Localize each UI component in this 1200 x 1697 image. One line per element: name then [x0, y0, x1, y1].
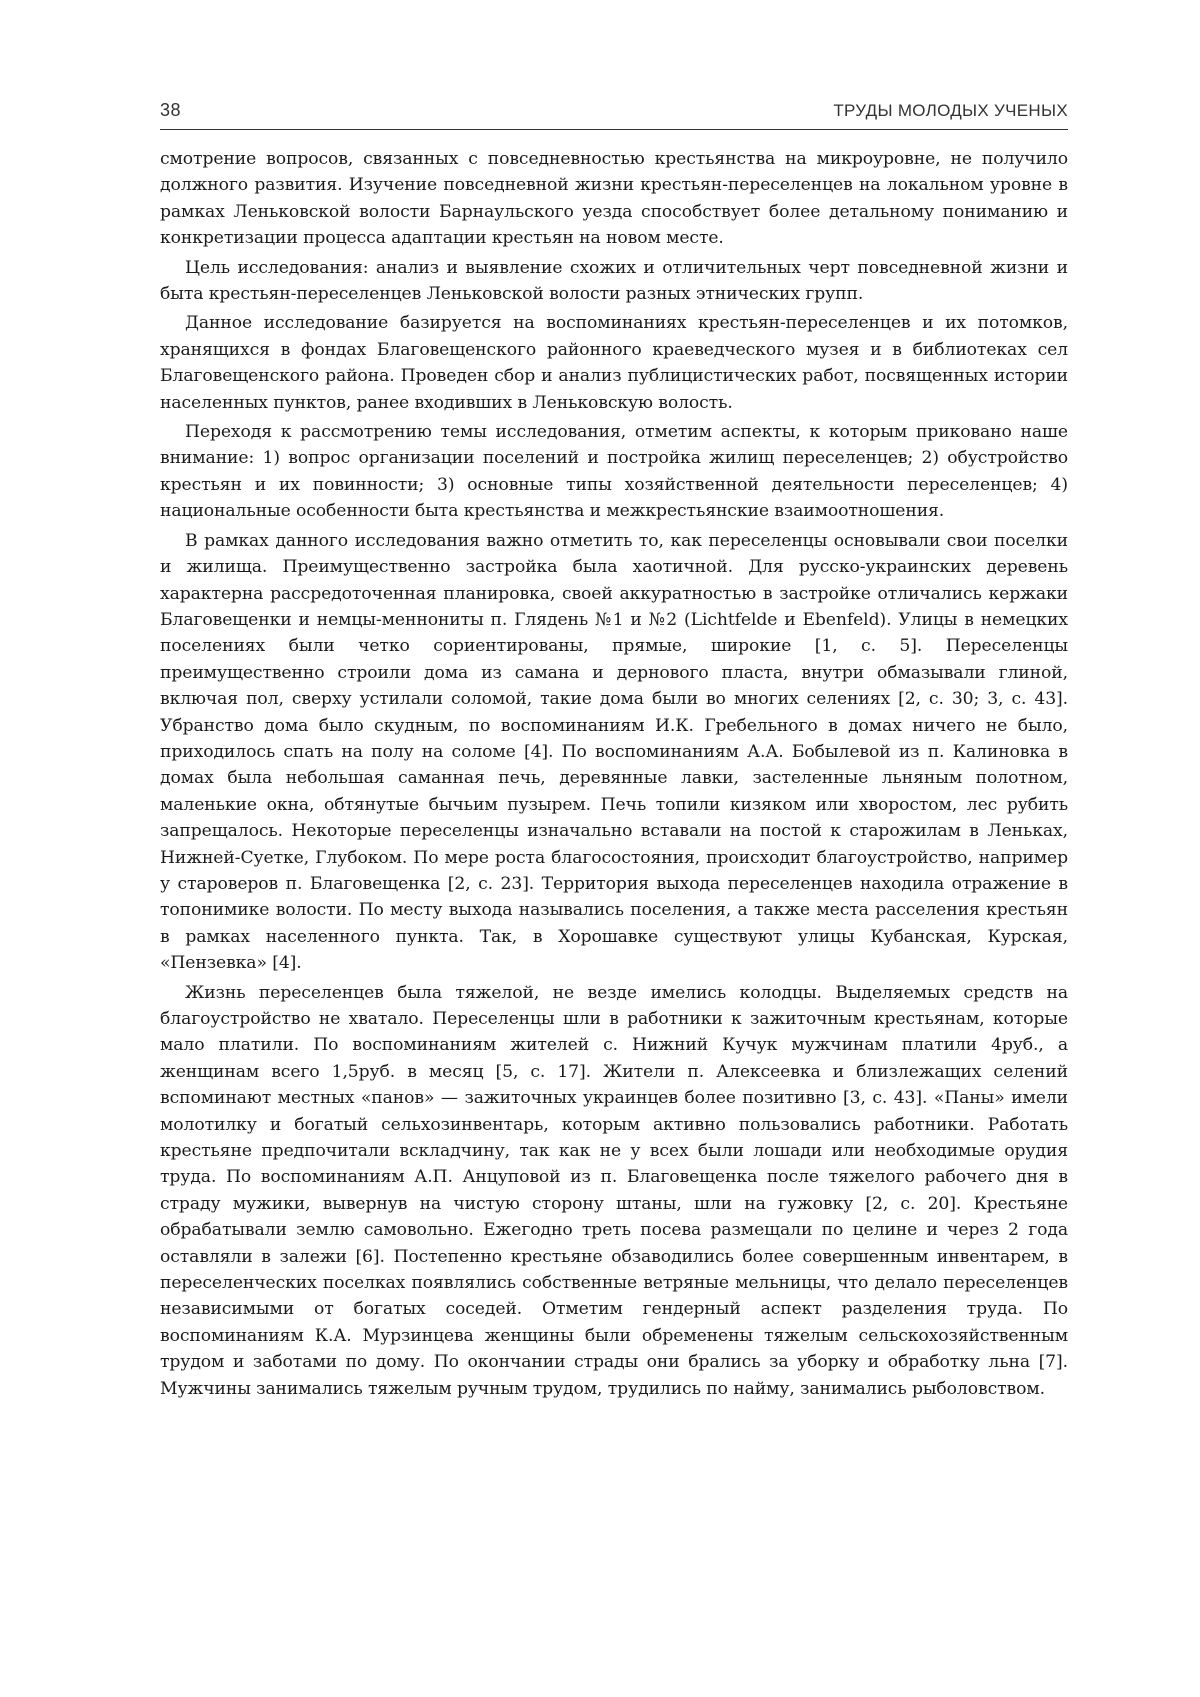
- paragraph-sources: Данное исследование базируется на воспоминаниях крестьян-переселенцев и их потомков, хранящихся в фондах Благовещенского районного краеведческого музея и в библиотеках сел Благовещенского района. Проведен сбор и анализ публицистических работ, посвященных истории населенных пунктов, ранее входивших в Леньковскую волость.: [160, 313, 1068, 413]
- page-number: 38: [160, 100, 182, 120]
- page: [160, 100, 1068, 1405]
- paragraph-settlements: В рамках данного исследования важно отметить то, как переселенцы основывали свои поселки и жилища. Преимущественно застройка была хаотичной. Для русско-украинских деревень характерна рассредоточенная планировка, своей аккуратностью в застройке отличались кержаки Благовещенки и немцы-меннониты п. Глядень №1 и №2 (Lichtfelde и Ebenfeld). Улицы в немецких поселениях были четко сориентированы, прямые, широкие [1, с. 5]. Переселенцы преимущественно строили дома из самана и дернового пласта, внутри обмазывали глиной, включая пол, сверху устилали соломой, такие дома были во многих селениях [2, с. 30; 3, с. 43]. Убранство дома было скудным, по воспоминаниям И.К. Гребельного в домах ничего не было, приходилось спать на полу на соломе [4]. По воспоминаниям А.А. Бобылевой из п. Калиновка в домах была небольшая саманная печь, деревянные лавки, застеленные льняным полотном, маленькие окна, обтянутые бычьим пузырем. Печь топили кизяком или хворостом, лес рубить запрещалось. Некоторые переселенцы изначально вставали на постой к старожилам в Леньках, Нижней-Суетке, Глубоком. По мере роста благосостояния, происходит благоустройство, например у староверов п. Благовещенка [2, с. 23]. Территория выхода переселенцев находила отражение в топонимике волости. По месту выхода назывались поселения, а также места расселения крестьян в рамках населенного пункта. Так, в Хорошавке существуют улицы Кубанская, Курская, «Пензевка» [4].: [160, 530, 1068, 974]
- paragraph-labor: Жизнь переселенцев была тяжелой, не везде имелись колодцы. Выделяемых средств на благоустройство не хватало. Переселенцы шли в работники к зажиточным крестьянам, которые мало платили. По воспоминаниям жителей с. Нижний Кучук мужчинам платили 4руб., а женщинам всего 1,5руб. в месяц [5, с. 17]. Жители п. Алексеевка и близлежащих селений вспоминают местных «панов» — зажиточных украинцев более позитивно [3, с. 43]. «Паны» имели молотилку и богатый сельхозинвентарь, которым активно пользовались работники. Работать крестьяне предпочитали вскладчину, так как не у всех были лошади или необходимые орудия труда. По воспоминаниям А.П. Анцуповой из п. Благовещенка после тяжелого рабочего дня в страду мужики, вывернув на чистую сторону штаны, шли на гужовку [2, с. 20]. Крестьяне обрабатывали землю самовольно. Ежегодно треть посева размещали по целине и через 2 года оставляли в залежи [6]. Постепенно крестьяне обзаводились более совершенным инвентарем, в переселенческих поселках появлялись собственные ветряные мельницы, что делало переселенцев независимыми от богатых соседей. Отметим гендерный аспект разделения труда. По воспоминаниям К.А. Мурзинцева женщины были обременены тяжелым сельскохозяйственным трудом и заботами по дому. По окончании страды они брались за уборку и обработку льна [7]. Мужчины занимались тяжелым ручным трудом, трудились по найму, занимались рыболовством.: [160, 982, 1068, 1399]
- paragraph-research-goal: Цель исследования: анализ и выявление схожих и отличительных черт повседневной жизни и быта крестьян-переселенцев Леньковской волости разных этнических групп.: [160, 257, 1068, 305]
- paragraph-aspects: Переходя к рассмотрению темы исследования, отметим аспекты, к которым приковано наше внимание: 1) вопрос организации поселений и постройка жилищ переселенцев; 2) обустройство крестьян и их повинности; 3) основные типы хозяйственной деятельности переселенцев; 4) национальные особенности быта крестьянства и межкрестьянские взаимоотношения.: [160, 422, 1068, 522]
- article-body: [160, 146, 1068, 1402]
- journal-title: ТРУДЫ МОЛОДЫХ УЧЕНЫХ: [833, 101, 1068, 120]
- paragraph-continuation: смотрение вопросов, связанных с повседневностью крестьянства на микроуровне, не получило должного развития. Изучение повседневной жизни крестьян-переселенцев на локальном уровне в рамках Леньковской волости Барнаульского уезда способствует более детальному пониманию и конкретизации процесса адаптации крестьян на новом месте.: [160, 149, 1068, 249]
- running-header: [160, 100, 1068, 130]
